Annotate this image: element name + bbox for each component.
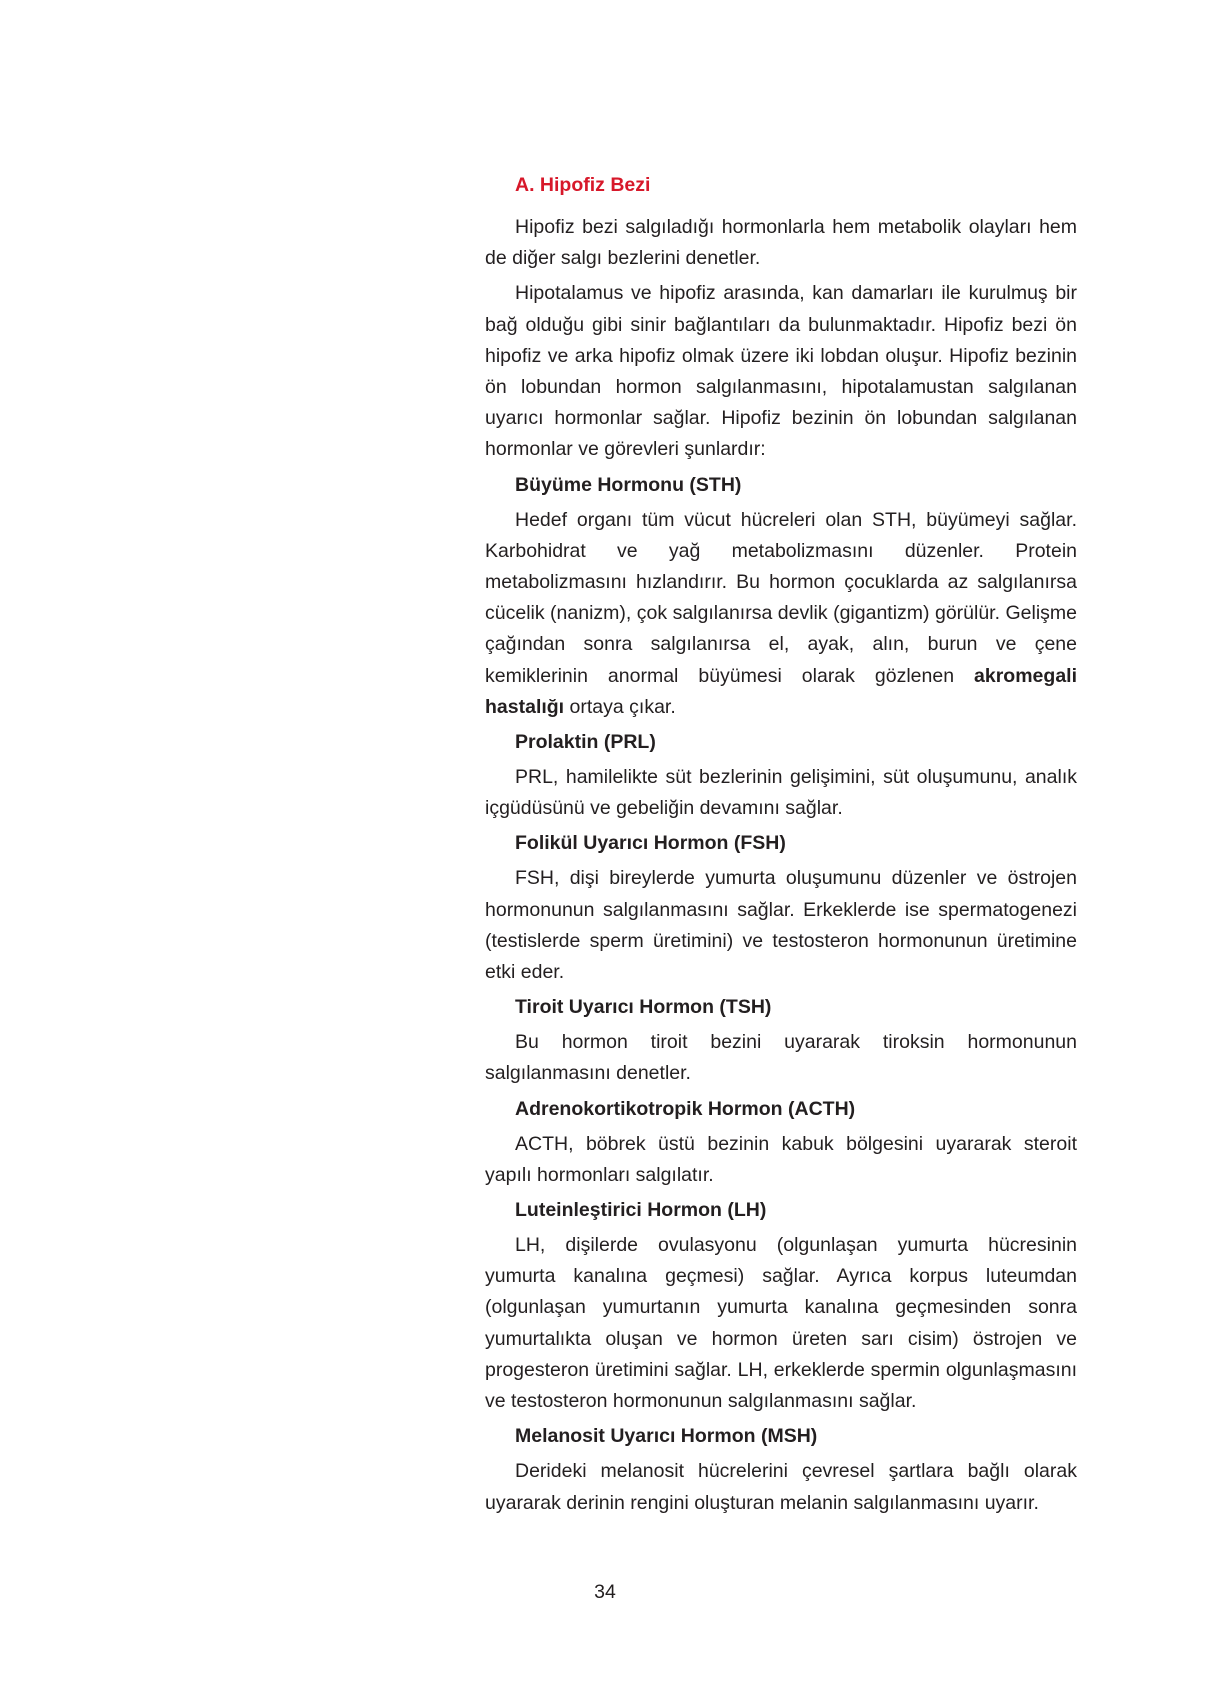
paragraph-sth-bold-term: akromegali hastalığı bbox=[485, 664, 1077, 718]
heading-sth: Büyüme Hormonu (STH) bbox=[515, 473, 742, 496]
intro-paragraph-1: Hipofiz bezi salgıladığı hormonlarla hem metabolik olayları hem de diğer salgı bezlerini denetler. bbox=[485, 216, 1077, 270]
section-title: A. Hipofiz Bezi bbox=[515, 174, 651, 196]
paragraph-fsh: FSH, dişi bireylerde yumurta oluşumunu düzenler ve östrojen hormonunun salgılanmasını sağlar. Erkeklerde ise spermatogenezi (testislerde sperm üretimini) ve testosteron hormonunun üretimine etki eder. bbox=[485, 867, 1077, 984]
paragraph-lh: LH, dişilerde ovulasyonu (olgunlaşan yumurta hücresinin yumurta kanalına geçmesi) sağlar. Ayrıca korpus luteumdan (olgunlaşan yumurtanın yumurta kanalına geçmesinden sonra yumurtalıkta oluşan ve hormon üreten sarı cisim) östrojen ve progesteron üretimini sağlar. LH, erkeklerde spermin olgunlaşmasını ve testosteron hormonunun salgılanmasını sağlar. bbox=[485, 1234, 1077, 1413]
heading-prl: Prolaktin (PRL) bbox=[515, 731, 656, 754]
page-number: 34 bbox=[594, 1581, 616, 1603]
heading-lh: Luteinleştirici Hormon (LH) bbox=[515, 1199, 767, 1222]
paragraph-acth: ACTH, böbrek üstü bezinin kabuk bölgesini uyararak steroit yapılı hormonları salgılatır. bbox=[485, 1132, 1077, 1186]
heading-msh: Melanosit Uyarıcı Hormon (MSH) bbox=[515, 1425, 818, 1448]
paragraph-sth bbox=[485, 505, 1077, 723]
heading-tsh: Tiroit Uyarıcı Hormon (TSH) bbox=[515, 996, 772, 1019]
text-column bbox=[485, 170, 1077, 1523]
paragraph-tsh: Bu hormon tiroit bezini uyararak tiroksin hormonunun salgılanmasını denetler. bbox=[485, 1031, 1077, 1085]
heading-fsh: Folikül Uyarıcı Hormon (FSH) bbox=[515, 832, 786, 855]
paragraph-prl: PRL, hamilelikte süt bezlerinin gelişimini, süt oluşumunu, analık içgüdüsünü ve gebeliğin devamını sağlar. bbox=[485, 766, 1077, 820]
paragraph-sth-text-after: ortaya çıkar. bbox=[569, 695, 676, 718]
intro-paragraph-2: Hipotalamus ve hipofiz arasında, kan damarları ile kurulmuş bir bağ olduğu gibi sinir bağlantıları da bulunmaktadır. Hipofiz bezi ön hipofiz ve arka hipofiz olmak üzere iki lobdan oluşur. Hipofiz bezinin ön lobundan hormon salgılanmasını, hipotalamustan salgılanan uyarıcı hormonlar sağlar. Hipofiz bezinin ön lobundan salgılanan hormonlar ve görevleri şunlardır: bbox=[485, 282, 1077, 461]
paragraph-msh: Derideki melanosit hücrelerini çevresel şartlara bağlı olarak uyararak derinin rengini oluşturan melanin salgılanmasını uyarır. bbox=[485, 1460, 1077, 1514]
paragraph-sth-text: Hedef organı tüm vücut hücreleri olan STH, büyümeyi sağlar. Karbohidrat ve yağ metabolizmasını düzenler. Protein metabolizmasını hızlandırır. Bu hormon çocuklarda az salgılanırsa cücelik (nanizm), çok salgılanırsa devlik (gigantizm) görülür. Gelişme çağından sonra salgılanırsa el, ayak, alın, burun ve çene kemiklerinin anormal büyümesi olarak gözlenen bbox=[485, 508, 1077, 687]
heading-acth: Adrenokortikotropik Hormon (ACTH) bbox=[515, 1097, 856, 1120]
